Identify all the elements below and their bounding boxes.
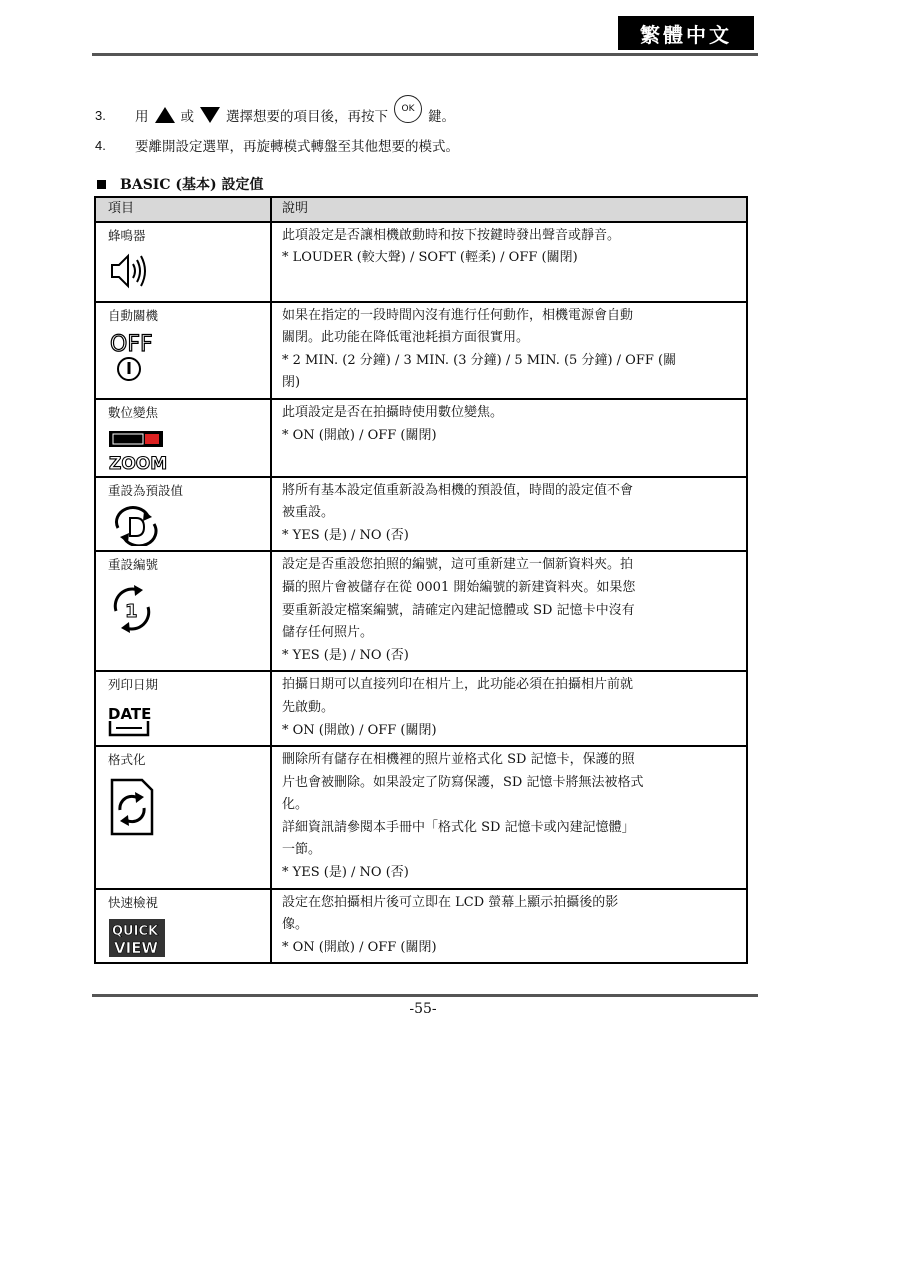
description-line: 詳細資訊請參閱本手冊中「格式化 SD 記憶卡或內建記憶體」 [282, 819, 635, 835]
table-row [95, 302, 747, 399]
up-arrow-icon [155, 107, 175, 123]
step-text: 或 [180, 109, 194, 125]
description-line: 化。 [282, 797, 309, 813]
item-name: 快速檢視 [108, 894, 159, 910]
table-row [95, 671, 747, 746]
description-line: 設定是否重設您拍照的編號，這可重新建立一個新資料夾。拍 [282, 557, 634, 573]
description-line: 設定在您拍攝相片後可立即在 LCD 螢幕上顯示拍攝後的影 [282, 894, 619, 910]
description-line: 如果在指定的一段時間內沒有進行任何動作，相機電源會自動 [282, 307, 634, 323]
description-line: * ON (開啟) / OFF (關閉) [282, 722, 437, 738]
description-line: 將所有基本設定值重新設為相機的預設值，時間的設定值不會 [282, 482, 634, 498]
step-text: 鍵。 [428, 109, 455, 125]
description-line: 拍攝日期可以直接列印在相片上，此功能必須在拍攝相片前就 [282, 677, 634, 693]
table-row [95, 399, 747, 477]
icon-label: DATE [108, 704, 152, 723]
description-line: 儲存任何照片。 [282, 625, 374, 641]
icon-label: 1 [125, 600, 138, 622]
step-number: 4. [95, 137, 106, 153]
description-line: 攝的照片會被儲存在從 0001 開始編號的新建資料夾。如果您 [282, 579, 636, 595]
description-line: 被重設。 [282, 505, 335, 521]
date-print-icon [108, 701, 152, 739]
description-line: 刪除所有儲存在相機裡的照片並格式化 SD 記憶卡，保護的照 [282, 752, 635, 768]
item-name: 自動關機 [108, 307, 159, 323]
step-4 [95, 135, 459, 155]
item-name: 列印日期 [108, 677, 159, 693]
description-line: * 2 MIN. (2 分鐘) / 3 MIN. (3 分鐘) / 5 MIN. (5 分鐘) / OFF (關 [282, 352, 677, 368]
item-name: 重設為預設值 [108, 482, 184, 498]
description-line: 像。 [282, 917, 309, 933]
section-title-text: BASIC (基本) 設定值 [120, 177, 264, 193]
description-line: * YES (是) / NO (否) [282, 527, 409, 543]
section-title [97, 174, 264, 194]
square-bullet-icon [97, 180, 106, 189]
auto-off-icon [108, 331, 168, 383]
reset-number-icon [108, 581, 156, 637]
icon-label: OFF [110, 332, 153, 358]
description-line: * LOUDER (較大聲) / SOFT (輕柔) / OFF (關閉) [282, 250, 578, 266]
item-name: 格式化 [108, 752, 146, 768]
icon-label: VIEW [114, 939, 158, 958]
description-line: * YES (是) / NO (否) [282, 647, 409, 663]
table-row [95, 551, 747, 671]
description-line: 此項設定是否在拍攝時使用數位變焦。 [282, 404, 504, 420]
description-line: * ON (開啟) / OFF (關閉) [282, 939, 437, 955]
table-row [95, 889, 747, 964]
item-name: 數位變焦 [108, 404, 159, 420]
description-line: 一節。 [282, 842, 322, 858]
step-3 [95, 101, 455, 129]
table-row [95, 477, 747, 552]
item-name: 重設編號 [108, 557, 159, 573]
footer-rule [92, 994, 758, 997]
description-line: 關閉。此功能在降低電池耗損方面很實用。 [282, 330, 530, 346]
description-line: 要重新設定檔案編號，請確定內建記憶體或 SD 記憶卡中沒有 [282, 602, 635, 618]
description-line: * YES (是) / NO (否) [282, 865, 409, 881]
icon-label: QUICK [112, 924, 159, 940]
page-number: -55- [409, 1001, 437, 1017]
reset-default-icon [108, 506, 164, 546]
description-line: 閉) [282, 375, 301, 391]
speaker-icon [108, 251, 152, 291]
description-line: 片也會被刪除。如果設定了防寫保護，SD 記憶卡將無法被格式 [282, 774, 644, 790]
ok-button-icon: OK [394, 95, 422, 123]
digital-zoom-icon [108, 429, 168, 473]
description-line: 先啟動。 [282, 699, 335, 715]
table-header-row [95, 197, 747, 222]
quick-view-icon [108, 918, 166, 958]
table-row [95, 222, 747, 302]
column-header-description: 說明 [271, 197, 747, 222]
description-line: * ON (開啟) / OFF (關閉) [282, 427, 437, 443]
down-arrow-icon [200, 107, 220, 123]
basic-settings-table [94, 196, 748, 964]
header-rule [92, 53, 758, 56]
table-row [95, 746, 747, 889]
language-tab: 繁體中文 [618, 16, 754, 50]
column-header-item: 項目 [95, 197, 271, 222]
step-number: 3. [95, 107, 106, 123]
item-name: 蜂鳴器 [108, 227, 146, 243]
step-text: 要離開設定選單，再旋轉模式轉盤至其他想要的模式。 [135, 139, 459, 155]
icon-label: ZOOM [109, 453, 168, 473]
description-line: 此項設定是否讓相機啟動時和按下按鍵時發出聲音或靜音。 [282, 227, 621, 243]
format-icon [108, 776, 156, 838]
step-text: 用 [135, 109, 149, 125]
step-text: 選擇想要的項目後，再按下 [226, 109, 388, 125]
